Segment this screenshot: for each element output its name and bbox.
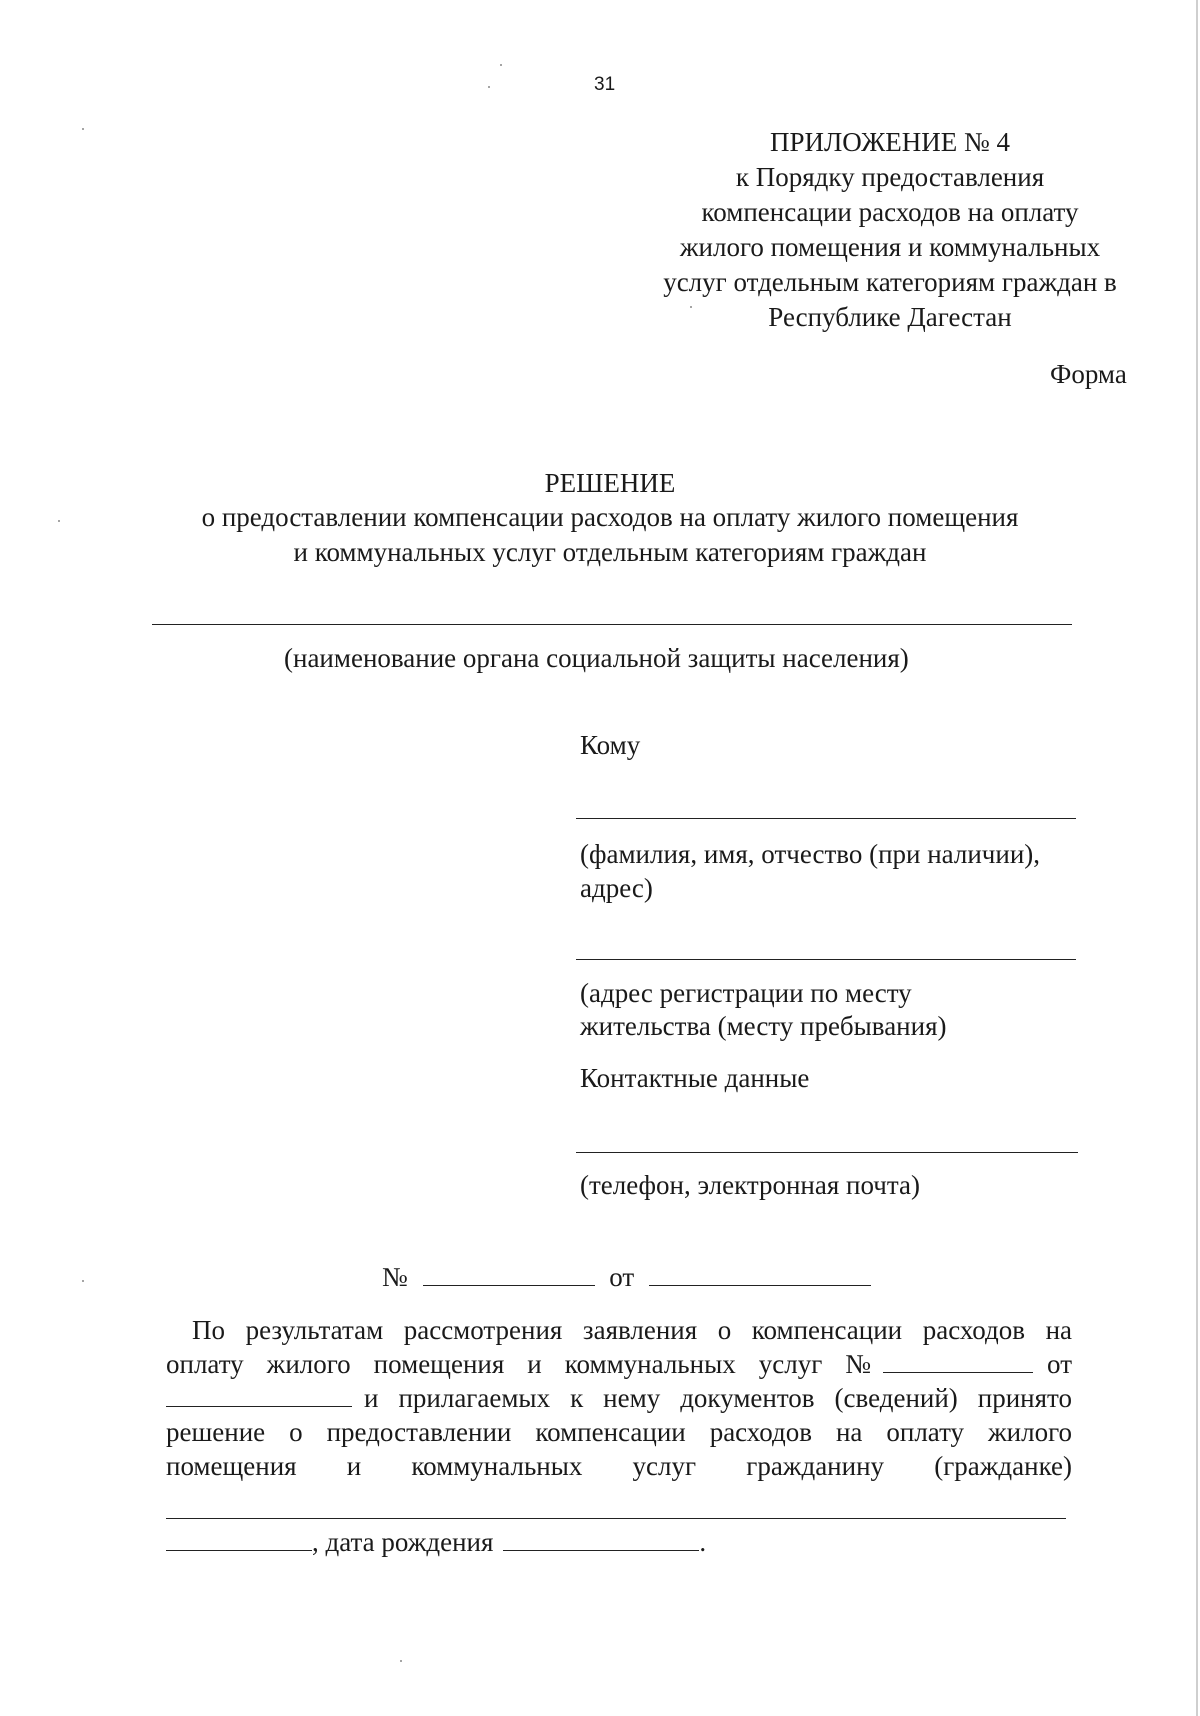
body-line: По результатам рассмотрения заявления о компенсации расходов на bbox=[192, 1315, 1072, 1345]
body-from-label: от bbox=[1047, 1349, 1072, 1379]
scan-speck bbox=[82, 128, 84, 130]
decision-subtitle-line: и коммунальных услуг отдельным категориям граждан bbox=[293, 537, 927, 567]
registration-address-blank[interactable] bbox=[576, 959, 1076, 960]
authority-name-blank[interactable] bbox=[152, 624, 1072, 625]
decision-title: РЕШЕНИЕ bbox=[544, 468, 676, 498]
body-line bbox=[166, 1380, 1072, 1416]
authority-caption: (наименование органа социальной защиты населения) bbox=[284, 643, 909, 673]
contacts-label: Контактные данные bbox=[580, 1063, 810, 1093]
application-number-blank[interactable] bbox=[883, 1350, 1033, 1373]
from-label: от bbox=[609, 1262, 635, 1292]
scan-edge bbox=[1196, 0, 1198, 1716]
to-label: Кому bbox=[580, 730, 641, 760]
appendix-title: ПРИЛОЖЕНИЕ № 4 bbox=[769, 127, 1011, 157]
appendix-line: компенсации расходов на оплату bbox=[701, 197, 1079, 227]
scan-speck bbox=[82, 1280, 84, 1282]
citizen-name-blank[interactable] bbox=[166, 1518, 1066, 1519]
scan-speck bbox=[58, 520, 60, 522]
scan-speck bbox=[400, 1660, 402, 1662]
appendix-line: к Порядку предоставления bbox=[735, 162, 1045, 192]
birth-date-blank[interactable] bbox=[503, 1528, 699, 1551]
end-period: . bbox=[699, 1527, 707, 1557]
body-line-text: оплату жилого помещения и коммунальных услуг № bbox=[166, 1349, 872, 1379]
decision-date-blank[interactable] bbox=[649, 1263, 871, 1286]
number-sign: № bbox=[382, 1262, 408, 1292]
name-caption: адрес) bbox=[580, 873, 653, 903]
body-line bbox=[166, 1524, 706, 1560]
appendix-line: Республике Дагестан bbox=[768, 302, 1012, 332]
scan-speck bbox=[488, 86, 490, 88]
decision-number-blank[interactable] bbox=[423, 1263, 595, 1286]
number-date-line bbox=[382, 1259, 871, 1295]
recipient-name-blank[interactable] bbox=[576, 818, 1076, 819]
registration-caption: (адрес регистрации по месту bbox=[580, 978, 912, 1008]
citizen-extra-blank[interactable] bbox=[166, 1528, 312, 1551]
application-date-blank[interactable] bbox=[166, 1384, 352, 1407]
birth-date-label: , дата рождения bbox=[312, 1527, 494, 1557]
name-caption: (фамилия, имя, отчество (при наличии), bbox=[580, 839, 1041, 869]
form-label: Форма bbox=[1050, 359, 1127, 389]
body-line-text: и прилагаемых к нему документов (сведений) принято bbox=[364, 1383, 1072, 1413]
contacts-blank[interactable] bbox=[576, 1152, 1078, 1153]
page-number: 31 bbox=[594, 74, 616, 95]
body-line: помещения и коммунальных услуг гражданину (гражданке) bbox=[166, 1451, 1072, 1481]
contacts-caption: (телефон, электронная почта) bbox=[580, 1170, 920, 1200]
registration-caption: жительства (месту пребывания) bbox=[580, 1011, 947, 1041]
body-line: решение о предоставлении компенсации расходов на оплату жилого bbox=[166, 1417, 1072, 1447]
body-line bbox=[166, 1346, 1072, 1382]
decision-subtitle-line: о предоставлении компенсации расходов на оплату жилого помещения bbox=[201, 502, 1019, 532]
appendix-line: жилого помещения и коммунальных bbox=[679, 232, 1101, 262]
appendix-line: услуг отдельным категориям граждан в bbox=[663, 267, 1117, 297]
scan-speck bbox=[500, 64, 502, 66]
